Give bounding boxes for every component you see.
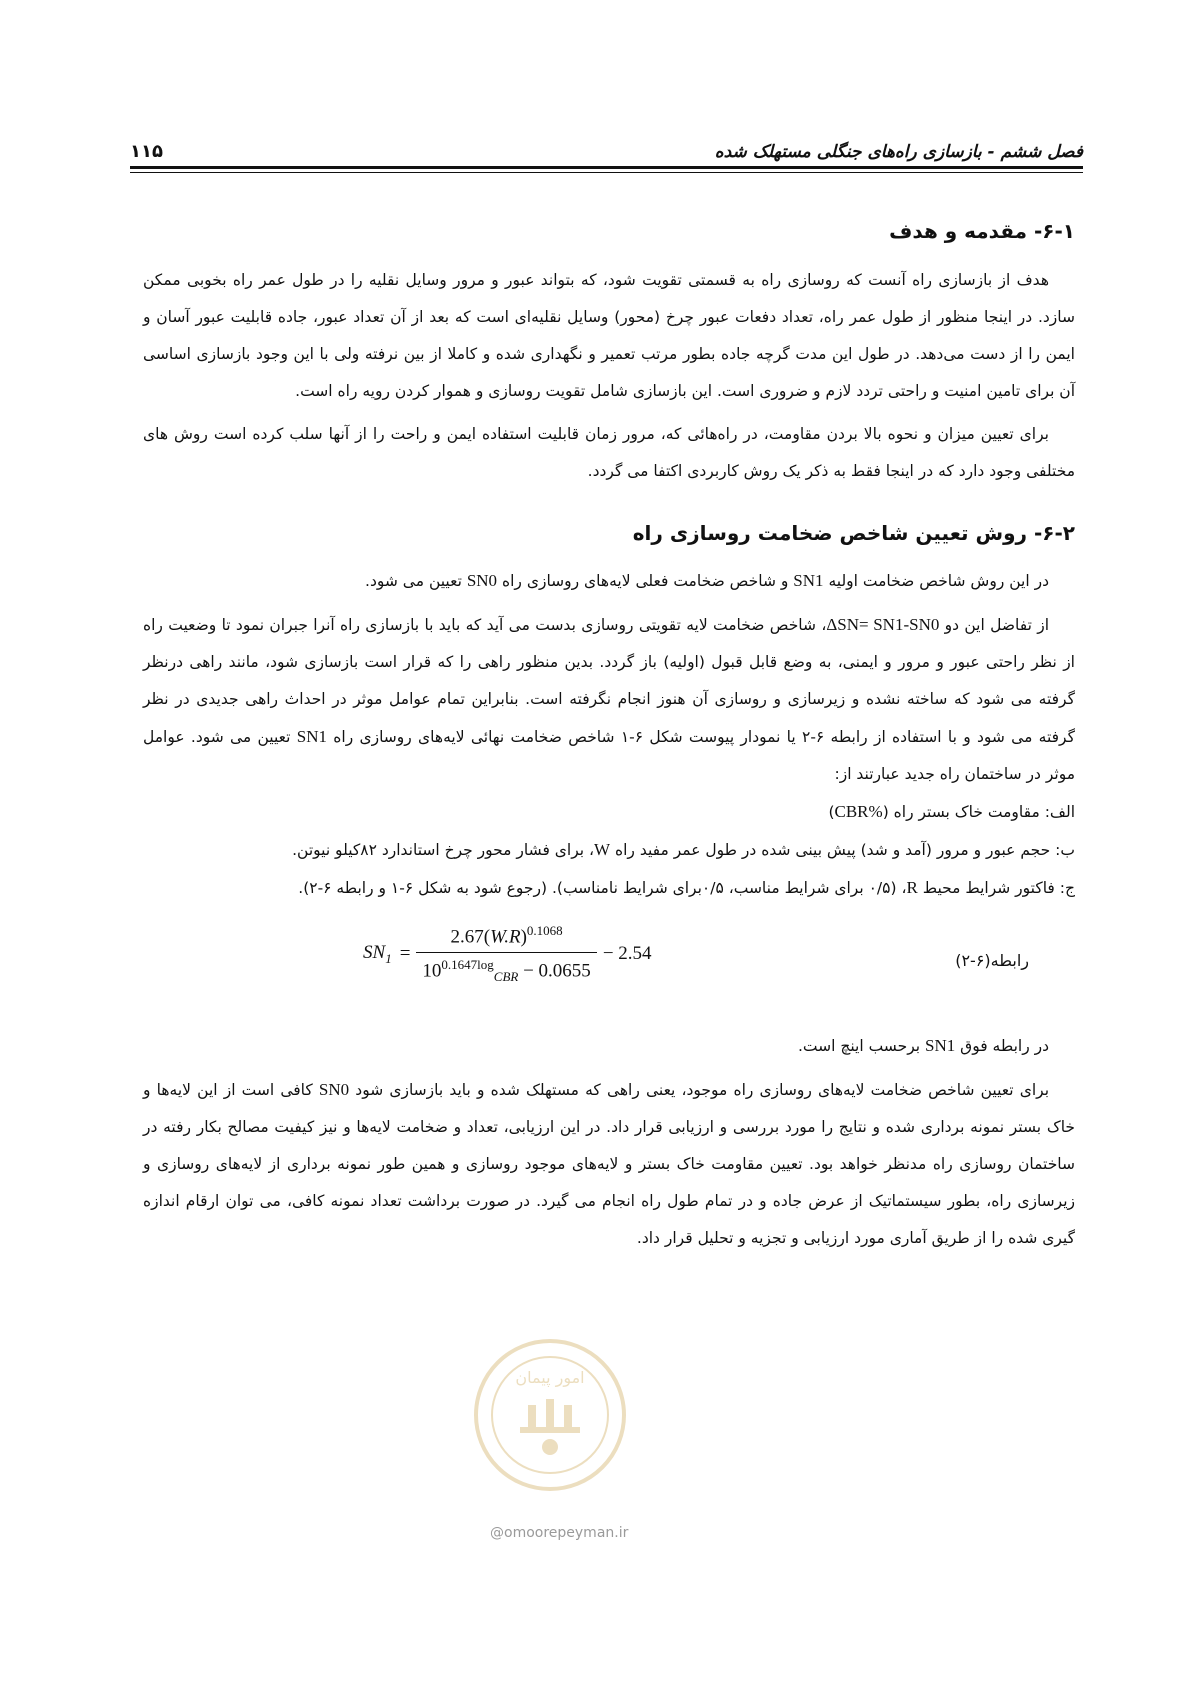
watermark-site: @omoorepeyman.ir: [490, 1525, 629, 1541]
formula-sn1: $SN_1$ = $\frac{2.67(W.R)^{0.1068}}{10^{0.1647log}_{CBR} - 0.0655}$ − 2.54: [363, 923, 652, 985]
formula-fraction: $\frac{2.67(W.R)^{0.1068}}{10^{0.1647log}_{CBR} - 0.0655}$: [416, 923, 596, 985]
svg-text:امور پیمان: امور پیمان: [515, 1368, 585, 1387]
sn0-symbol: SN0: [466, 571, 498, 590]
header-rule-thick: [130, 166, 1083, 169]
page-header: [130, 128, 1083, 162]
formula-block: [143, 911, 1075, 1021]
formula-label: رابطه(۶-۲): [955, 951, 1029, 970]
at-icon: @: [490, 1525, 504, 1541]
header-rule-thin: [130, 172, 1083, 173]
paragraph-existing-road: برای تعیین شاخص ضخامت لایه‌های روسازی راه موجود، یعنی راهی که مستهلک شده و باید بازسازی شود SN0 کافی است از این لایه‌ها و خاک بستر نمونه برداری شده و نتایج را مورد بررسی و ارزیابی قرار داد. در این ارزیابی، تعداد و ضخامت لایه‌ها و نیز کیفیت مصالح بکار رفته در ساختمان روسازی راه مدنظر خواهد بود. تعیین مقاومت خاک بستر و لایه‌های موجود روسازی و همین طور نمونه برداری از لایه‌های روسازی و زیرسازی راه، بطور سیستماتیک از عرض جاده و در تمام طول راه انجام می گیرد. در صورت برداشت تعداد نمونه کافی، می توان ارقام اندازه گیری شده را از طریق آماری مورد ارزیابی و تجزیه و تحلیل قرار داد.: [143, 1080, 1075, 1247]
page-number: ۱۱۵: [130, 141, 163, 162]
paragraph-delta-sn: از تفاضل این دو ΔSN= SN1-SN0، شاخص ضخامت لایه تقویتی روسازی بدست می آید که باید با بازسازی راه آنرا جبران نمود تا وضعیت راه از نظر راحتی عبور و مرور و ایمنی، به وضع قابل قبول (اولیه) باز گردد. بدین منظور راهی را که قرار است بازسازی شود، مانند راهی درنظر گرفته می شود که ساخته نشده و زیرسازی و روسازی آن هنوز انجام نگرفته است. بنابراین تمام عوامل موثر در احداث راهی جدیدی در نظر گرفته می شود و با استفاده از رابطه ۶-۲ یا نمودار پیوست شکل ۶-۱ شاخص ضخامت نهائی لایه‌های روسازی راه SN1 تعیین می شود. عوامل موثر در ساختمان راه جدید عبارتند از:: [143, 615, 1075, 783]
paragraph-purpose: هدف از بازسازی راه آنست که روسازی راه به قسمتی تقویت شود، که بتواند عبور و مرور وسایل نقلیه را در طول عمر راه بخوبی ممکن سازد. در اینجا منظور از طول عمر راه، تعداد دفعات عبور چرخ (محور) وسایل نقلیه‌ای است که بعد از آن تعداد عبور، جاده قابلیت عبور آسان و ایمن را از دست می‌دهد. در طول این مدت گرچه جاده بطور مرتب تعمیر و نگهداری شده و کاملا از بین نرفته ولی با این وجود بازسازی اساسی آن برای تامین امنیت و راحتی تردد لازم و ضروری است. این بازسازی شامل تقویت روسازی و هموار کردن رویه راه است.: [143, 271, 1075, 400]
paragraph-units: در رابطه فوق SN1 برحسب اینچ است.: [797, 1036, 1049, 1055]
section-heading-introduction: ۶-۱- مقدمه و هدف: [889, 219, 1075, 243]
watermark-logo: [470, 1335, 630, 1495]
delta-sn-equation: ΔSN= SN1-SN0: [826, 615, 940, 634]
chapter-title: فصل ششم - بازسازی راه‌های جنگلی مستهلک شده: [714, 142, 1083, 162]
section-heading-method: ۶-۲- روش تعیین شاخص ضخامت روسازی راه: [632, 521, 1075, 545]
list-item-cbr: الف: مقاومت خاک بستر راه (CBR%): [828, 802, 1075, 821]
list-item-environment-factor: ج: فاکتور شرایط محیط R، (۰/۵ برای شرایط مناسب، ۰/۵برای شرایط نامناسب). (رجوع شود به شکل ۶-۱ و رابطه ۶-۲).: [298, 878, 1075, 897]
sn1-symbol: SN1: [296, 727, 327, 746]
paragraph-sn-definition: در این روش شاخص ضخامت اولیه SN1 و شاخص ضخامت فعلی لایه‌های روسازی راه SN0 تعیین می شود.: [365, 571, 1049, 590]
sn1-symbol: SN1: [793, 571, 824, 590]
page-content: [143, 206, 1075, 1263]
list-item-traffic: ب: حجم عبور و مرور (آمد و شد) پیش بینی شده در طول عمر مفید راه W، برای فشار محور چرخ استاندارد ۸۲کیلو نیوتن.: [292, 840, 1075, 859]
paragraph-methods: برای تعیین میزان و نحوه بالا بردن مقاومت، در راه‌هائی که، مرور زمان قابلیت استفاده ایمن و راحت را از آنها سلب کرده است روش های مختلفی وجود دارد که در اینجا فقط به ذکر یک روش کاربردی اکتفا می گردد.: [143, 425, 1075, 480]
